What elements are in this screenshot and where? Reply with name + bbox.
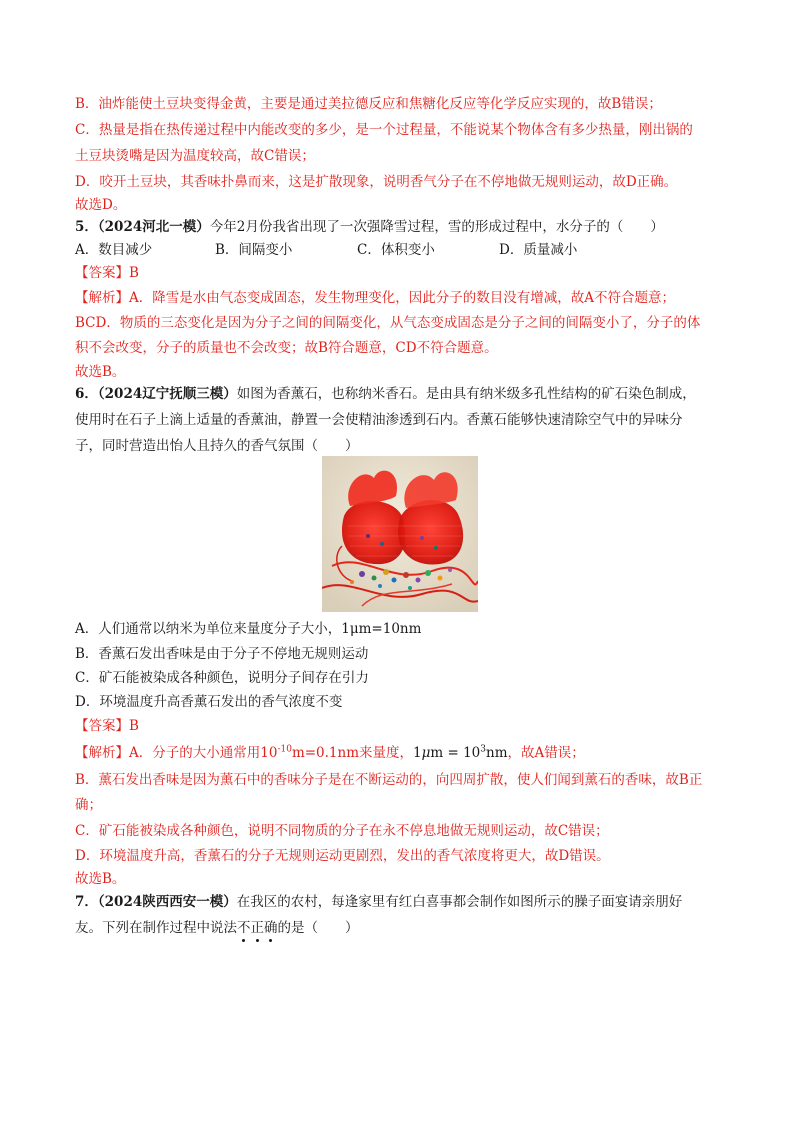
question-number: 7． <box>75 894 98 910</box>
question-5-analysis-line2: BCD．物质的三态变化是因为分子之间的间隔变化，从气态变成固态是分子之间的间隔变小了，分子的体 <box>75 315 701 331</box>
option-c: C．体积变小 <box>357 242 435 258</box>
question-5-analysis-line3: 积不会改变，分子的质量也不会改变；故B符合题意，CD不符合题意。 <box>75 340 498 356</box>
analysis-label: 【解析】 <box>75 290 129 306</box>
math-number: 1 <box>413 745 422 761</box>
question-7-stem-line1 <box>75 892 725 912</box>
question-5-answer <box>75 263 725 283</box>
question-5-conclusion: 故选B。 <box>75 364 126 380</box>
question-number: 6． <box>75 386 98 402</box>
emphasis-char: 不 <box>237 920 251 936</box>
question-6-analysis-b-line1: B．薰石发出香味是因为薰石中的香味分子是在不断运动的，向四周扩散，使人们闻到薰石的香味，故B正 <box>75 772 703 788</box>
answer-label: 【答案】 <box>75 265 129 281</box>
question-5-analysis-line1 <box>75 288 725 308</box>
answer-value: B <box>129 718 139 734</box>
unit-equation <box>413 745 507 761</box>
question-6-option-c: C．矿石能被染成各种颜色，说明分子间存在引力 <box>75 670 369 686</box>
question-5-options <box>75 240 725 260</box>
question-6-option-d: D．环境温度升高香薰石发出的香气浓度不变 <box>75 694 343 710</box>
emphasis-char: 确 <box>264 920 278 936</box>
math-mu: μ <box>421 745 431 761</box>
question-text: 如图为香薰石，也称纳米香石。是由具有纳米级多孔性结构的矿石染色制成， <box>236 386 696 402</box>
analysis-option-b: B．油炸能使土豆块变得金黄，主要是通过美拉德反应和焦糖化反应等化学反应实现的，故B错误； <box>75 96 662 112</box>
question-6-stem-line2: 使用时在石子上滴上适量的香薰油，静置一会使精油渗透到石内。香薰石能够快速清除空气中的异味分 <box>75 412 683 428</box>
question-source: （2024辽宁抚顺三模） <box>97 386 237 402</box>
question-6-analysis-a <box>75 743 725 763</box>
question-5-stem <box>75 217 725 237</box>
question-text: 在我区的农村，每逢家里有红白喜事都会制作如图所示的臊子面宴请亲朋好 <box>236 894 683 910</box>
emphasis-char: 正 <box>250 920 264 936</box>
answer-value: B <box>129 265 139 281</box>
question-6-stem-line1 <box>75 384 725 404</box>
option-a: A．数目减少 <box>75 242 153 258</box>
math-unit: nm <box>486 745 508 761</box>
question-source: （2024陕西西安一模） <box>97 894 237 910</box>
question-6-conclusion: 故选B。 <box>75 871 126 887</box>
question-6-stem-line3: 子，同时营造出怡人且持久的香气氛围（ ） <box>75 438 359 454</box>
answer-label: 【答案】 <box>75 718 129 734</box>
question-source: （2024河北一模） <box>97 219 210 235</box>
question-6-analysis-b-line2: 确； <box>75 797 102 813</box>
aromatherapy-stone-photo <box>322 456 478 612</box>
analysis-text: A．降雪是水由气态变成固态，发生物理变化，因此分子的数目没有增减，故A不符合题意； <box>129 290 675 306</box>
exponent: -10 <box>277 744 292 755</box>
analysis-option-c-line1: C．热量是指在热传递过程中内能改变的多少，是一个过程量，不能说某个物体含有多少热量，刚出锅的 <box>75 122 693 138</box>
analysis-option-d: D．咬开土豆块，其香味扑鼻而来，这是扩散现象，说明香气分子在不停地做无规则运动，故D正确。 <box>75 174 678 190</box>
aromatherapy-stone-illustration <box>322 456 478 612</box>
math-text: m = 10 <box>430 745 481 761</box>
exponent: 3 <box>480 744 486 755</box>
option-d: D．质量减小 <box>499 242 578 258</box>
analysis-option-c-line2: 土豆块烫嘴是因为温度较高，故C错误； <box>75 148 315 164</box>
question-7-stem-line2 <box>75 918 725 938</box>
question-6-analysis-d: D．环境温度升高，香薰石的分子无规则运动更剧烈，发出的香气浓度将更大，故D错误。 <box>75 848 610 864</box>
question-text: 今年2月份我省出现了一次强降雪过程，雪的形成过程中，水分子的（ ） <box>209 219 664 235</box>
question-number: 5． <box>75 219 98 235</box>
question-6-option-a: A．人们通常以纳米为单位来量度分子大小，1μm=10nm <box>75 621 422 637</box>
question-6-analysis-c: C．矿石能被染成各种颜色，说明不同物质的分子在永不停息地做无规则运动，故C错误； <box>75 823 609 839</box>
question-text: 的是（ ） <box>277 920 359 936</box>
analysis-label: 【解析】 <box>75 745 129 761</box>
option-b: B．间隔变小 <box>215 242 293 258</box>
analysis-text: m=0.1nm来量度， <box>291 745 414 761</box>
question-text: 友。下列在制作过程中说法 <box>75 920 237 936</box>
analysis-text: A．分子的大小通常用10 <box>129 745 278 761</box>
question-6-answer <box>75 716 725 736</box>
conclusion: 故选D。 <box>75 197 127 213</box>
question-6-option-b: B．香薰石发出香味是由于分子不停地无规则运动 <box>75 646 369 662</box>
analysis-text: ，故A错误； <box>507 745 585 761</box>
